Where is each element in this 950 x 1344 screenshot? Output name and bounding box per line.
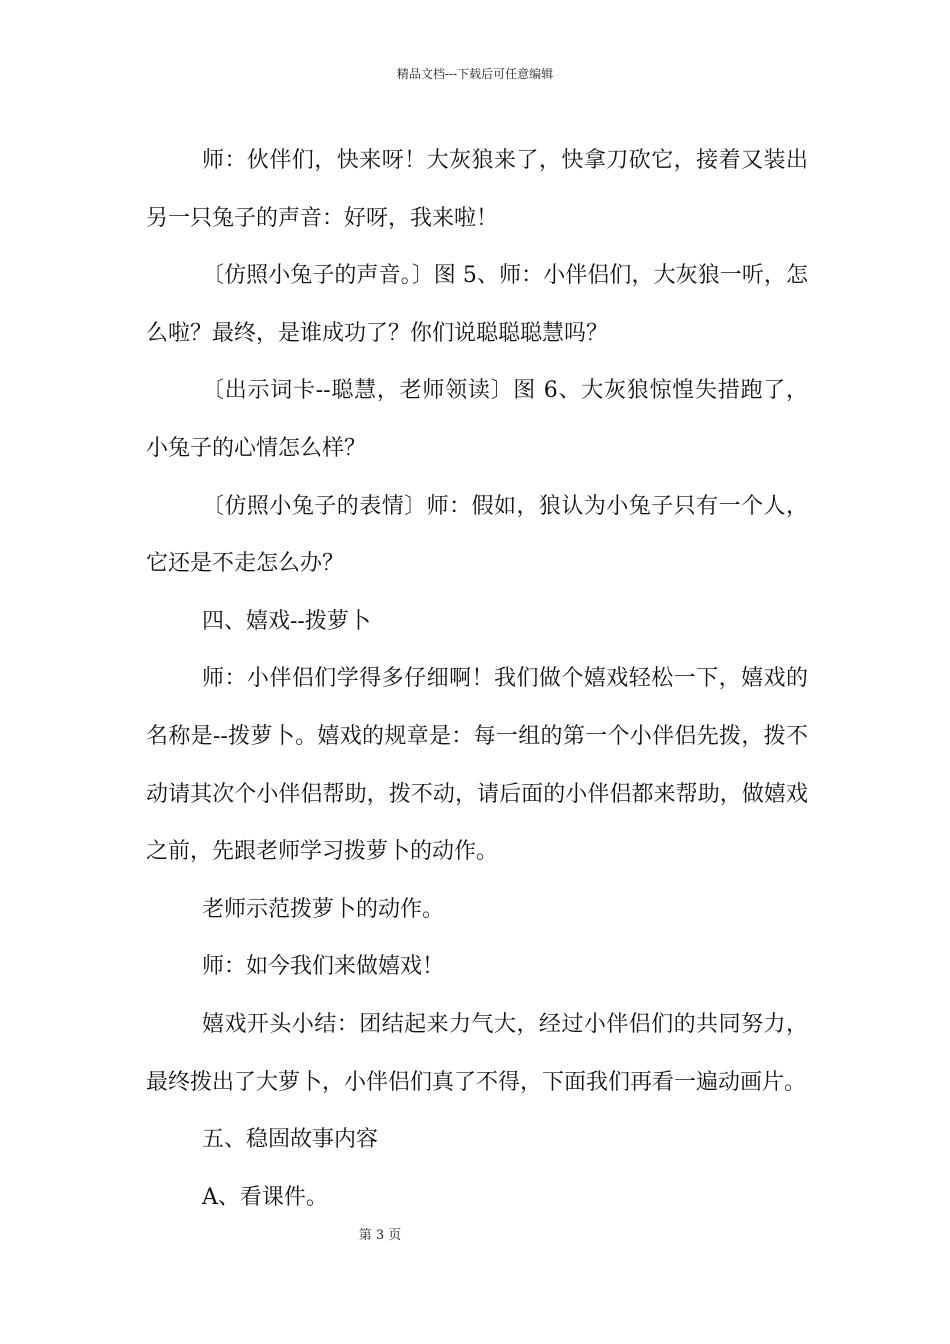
page-number: 第 3 页 (358, 1228, 402, 1243)
section-heading: 五、稳固故事内容 (202, 1127, 379, 1153)
paragraph: 〔仿照小兔子的声音。〕图 5、师：小伴侣们，大灰狼一听，怎么啦？最终，是谁成功了？你们说聪聪聪慧吗？ (146, 263, 808, 346)
document-body (146, 132, 808, 1226)
paragraph: 〔出示词卡--聪慧，老师领读〕图 6、大灰狼惊惶失措跑了，小兔子的心情怎么样？ (146, 378, 808, 461)
paragraph: A、看课件。 (202, 1184, 328, 1210)
paragraph: 老师示范拨萝卜的动作。 (202, 896, 445, 922)
paragraph: 师：伙伴们，快来呀！大灰狼来了，快拿刀砍它，接着又装出另一只兔子的声音：好呀，我来啦！ (146, 148, 808, 231)
paragraph: 师：如今我们来做嬉戏！ (202, 954, 445, 980)
paragraph: 嬉戏开头小结：团结起来力气大，经过小伴侣们的共同努力，最终拨出了大萝卜，小伴侣们真了不得，下面我们再看一遍动画片。 (146, 1011, 808, 1095)
page-header: 精品文档---下载后可任意编辑 (396, 67, 554, 81)
section-heading: 四、嬉戏--拨萝卜 (202, 608, 371, 634)
paragraph: 师：小伴侣们学得多仔细啊！我们做个嬉戏轻松一下，嬉戏的名称是--拨萝卜。嬉戏的规章是：每一组的第一个小伴侣先拨，拨不动请其次个小伴侣帮助，拨不动，请后面的小伴侣都来帮助，做嬉戏之前，先跟老师学习拨萝卜的动作。 (146, 666, 808, 865)
paragraph: 〔仿照小兔子的表情〕师：假如，狼认为小兔子只有一个人，它还是不走怎么办？ (146, 493, 808, 577)
